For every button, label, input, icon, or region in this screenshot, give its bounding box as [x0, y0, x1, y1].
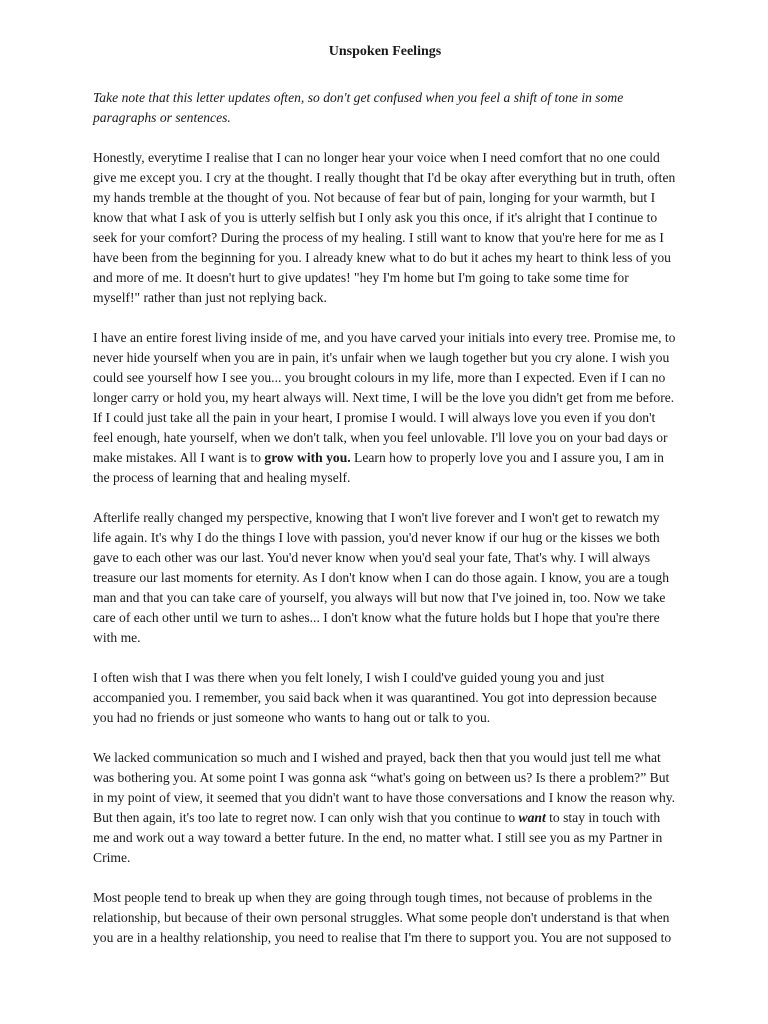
paragraph-text: Learn how to properly love you and I assure you, I am in the process of learning that and healing myself.	[93, 450, 664, 485]
paragraph-5	[93, 748, 677, 868]
document-title: Unspoken Feelings	[328, 44, 442, 59]
document-body	[93, 42, 677, 968]
paragraph-text: I have an entire forest living inside of me, and you have carved your initials into every tree. Promise me, to never hide yourself when you are in pain, it's unfair when we laugh together but you cry alone. I wish you could see yourself how I see you... you brought colours in my life, more than I expected. Even if I can no longer carry or hold you, my heart always will. Next time, I will be the love you didn't get from me before. If I could just take all the pain in your heart, I promise I would. I will always love you even if you don't feel enough, hate yourself, when we don't talk, when you feel unlovable. I'll love you on your bad days or make mistakes. All I want is to	[93, 330, 676, 465]
paragraph-text: I often wish that I was there when you felt lonely, I wish I could've guided young you and just accompanied you. I remember, you said back when it was quarantined. You got into depression because you had no friends or just someone who wants to hang out or talk to you.	[93, 670, 657, 725]
paragraph-text: We lacked communication so much and I wished and prayed, back then that you would just tell me what was bothering you. At some point I was gonna ask “what's going on between us? Is there a problem?” But in my point of view, it seemed that you didn't want to have those conversations and I know the reason why. But then again, it's too late to regret now. I can only wish that you continue to	[93, 750, 676, 825]
paragraph-text: Honestly, everytime I realise that I can no longer hear your voice when I need comfort that no one could give me except you. I cry at the thought. I really thought that I'd be okay after everything but in truth, often my hands tremble at the thought of you. Not because of fear but of pain, longing for your warmth, but I know that what I ask of you is utterly selfish but I only ask you this once, if it's alright that I continue to seek for your comfort? During the process of my healing. I still want to know that you're here for me as I have been from the beginning for you. I already knew what to do but it aches my heart to think less of you and more of me. It doesn't hurt to give updates! "hey I'm home but I'm going to take some time for myself!" rather than just not replying back.	[93, 150, 676, 305]
paragraph-4	[93, 668, 677, 728]
paragraph-1	[93, 148, 677, 308]
paragraph-text: Most people tend to break up when they are going through tough times, not because of problems in the relationship, but because of their own personal struggles. What some people don't understand is that when you are in a healthy relationship, you need to realise that I'm there to support you. You are not supposed to	[93, 890, 672, 945]
paragraph-text: to stay in touch with me and work out a way toward a better future. In the end, no matter what. I still see you as my Partner in Crime.	[93, 810, 663, 865]
paragraph-text: Afterlife really changed my perspective, knowing that I won't live forever and I won't get to rewatch my life again. It's why I do the things I love with passion, you'd never know if our hug or the kisses we both gave to each other was our last. You'd never know when you'd seal your fate, That's why. I will always treasure our last moments for eternity. As I don't know when I can do those again. I know, you are a tough man and that you can take care of yourself, you always will but now that I've joined in, too. Now we take care of each other until we turn to ashes... I don't know what the future holds but I hope that you're there with me.	[93, 510, 670, 645]
emphasized-word: want	[518, 810, 546, 825]
paragraph-2	[93, 328, 677, 488]
paragraph-6	[93, 888, 677, 948]
update-note: Take note that this letter updates often, so don't get confused when you feel a shift of tone in some paragraphs or sentences.	[93, 90, 624, 125]
bold-phrase: grow with you.	[264, 450, 351, 465]
paragraph-3	[93, 508, 677, 648]
